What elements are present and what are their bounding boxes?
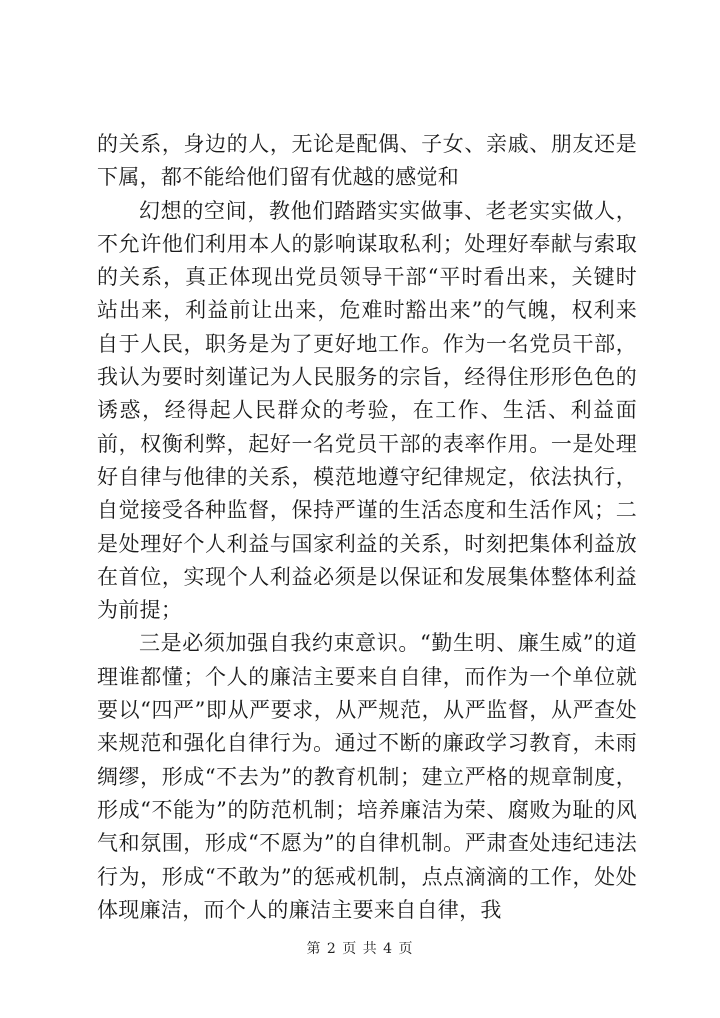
page-number-footer: 第 2 页 共 4 页 — [306, 941, 414, 957]
paragraph-3: 三是必须加强自我约束意识。“勤生明、廉生威”的道理谁都懂；个人的廉洁主要来自自律，而作为一个单位就要以“四严”即从严要求，从严规范，从严监督，从严查处来规范和强化自律行为。通过不断的廉政学习教育，未雨绸缪，形成“不去为”的教育机制；建立严格的规章制度，形成“不能为”的防范机制；培养廉洁为荣、腐败为耻的风气和氛围，形成“不愿为”的自律机制。严肃查处违纪违法行为，形成“不敢为”的惩戒机制，点点滴滴的工作，处处体现廉洁，而个人的廉洁主要来自自律，我 — [97, 631, 637, 922]
body-text — [97, 128, 637, 927]
paragraph-1: 的关系，身边的人，无论是配偶、子女、亲戚、朋友还是下属，都不能给他们留有优越的感觉和 — [97, 132, 637, 190]
paragraph-2: 幻想的空间，教他们踏踏实实做事、老老实实做人，不允许他们利用本人的影响谋取私利；处理好奉献与索取的关系，真正体现出党员领导干部“平时看出来，关键时站出来，利益前让出来，危难时豁出来”的气魄，权利来自于人民，职务是为了更好地工作。作为一名党员干部，我认为要时刻谨记为人民服务的宗旨，经得住形形色色的诱惑，经得起人民群众的考验，在工作、生活、利益面前，权衡利弊，起好一名党员干部的表率作用。一是处理好自律与他律的关系，模范地遵守纪律规定，依法执行，自觉接受各种监督，保持严谨的生活态度和生活作风；二是处理好个人利益与国家利益的关系，时刻把集体利益放在首位，实现个人利益必须是以保证和发展集体整体利益为前提； — [97, 198, 637, 623]
